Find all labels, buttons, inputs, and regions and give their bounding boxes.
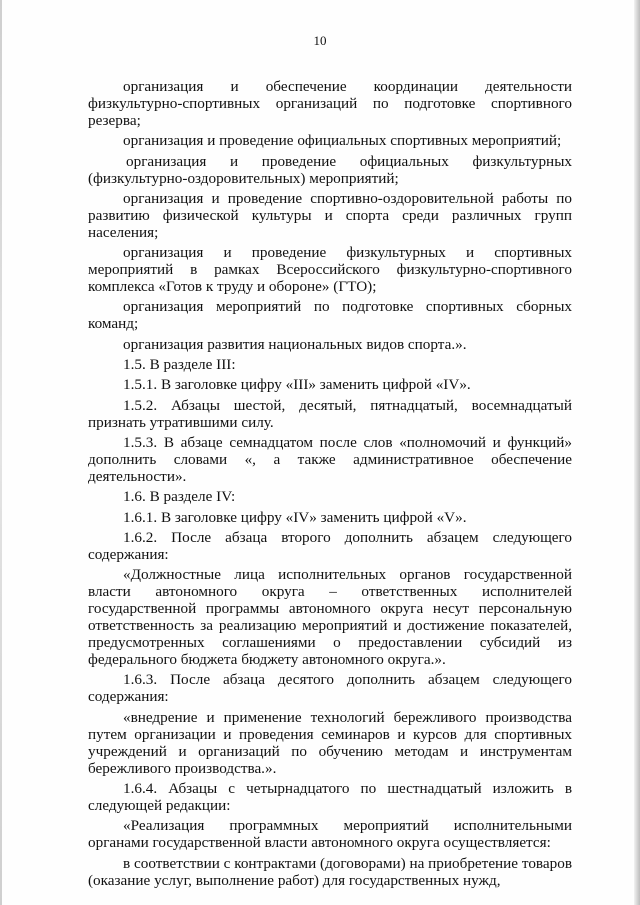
paragraph: организация и проведение физкультурных и спортивных мероприятий в рамках Всероссийского физкультурно-спортивного комплекса «Готов к труду и обороне» (ГТО);: [88, 244, 572, 296]
paragraph: 1.6.2. После абзаца второго дополнить абзацем следующего содержания:: [88, 528, 572, 563]
paragraph: «внедрение и применение технологий бережливого производства путем организации и проведения семинаров и курсов для спортивных учреждений и организаций по обучению методам и инструментам бережливого производства.».: [88, 708, 572, 777]
paragraph: 1.6.1. В заголовке цифру «IV» заменить цифрой «V».: [123, 508, 467, 526]
page-number: 10: [313, 33, 327, 48]
paragraph: «Реализация программных мероприятий исполнительными органами государственной власти автономного округа осуществляется:: [88, 817, 572, 852]
paragraph: 1.6.4. Абзацы с четырнадцатого по шестнадцатый изложить в следующей редакции:: [88, 780, 572, 815]
paragraph: «Должностные лица исполнительных органов государственной власти автономного округа – ответственных исполнителей государственной программы автономного округа несут персональную ответственность за реализацию мероприятий и достижение показателей, предусмотренных соглашениями о предоставлении субсидий из федерального бюджета бюджету автономного округа.».: [88, 566, 572, 669]
paragraph: организация и проведение официальных спортивных мероприятий;: [123, 132, 562, 150]
page-edge-left: [0, 0, 2, 905]
paragraph: организация мероприятий по подготовке спортивных сборных команд;: [88, 298, 572, 333]
paragraph: организация развития национальных видов спорта.».: [123, 335, 467, 353]
paragraph: 1.6.3. После абзаца десятого дополнить абзацем следующего содержания:: [88, 671, 572, 706]
paragraph: организация и проведение официальных физкультурных (физкультурно-оздоровительных) мероприятий;: [88, 152, 572, 187]
paragraph: организация и проведение спортивно-оздоровительной работы по развитию физической культуры и спорта среди различных групп населения;: [88, 189, 572, 241]
paragraph: 1.5.2. Абзацы шестой, десятый, пятнадцатый, восемнадцатый признать утратившими силу.: [88, 396, 572, 431]
paragraph: организация и обеспечение координации деятельности физкультурно-спортивных организаций по подготовке спортивного резерва;: [88, 78, 572, 129]
document-body: [88, 78, 572, 892]
paragraph: 1.5.1. В заголовке цифру «III» заменить цифрой «IV».: [123, 376, 471, 394]
paragraph: в соответствии с контрактами (договорами) на приобретение товаров (оказание услуг, выполнение работ) для государственных нужд,: [88, 854, 572, 889]
paragraph: 1.5.3. В абзаце семнадцатом после слов «полномочий и функций» дополнить словами «, а также административное обеспечение деятельности».: [88, 433, 572, 485]
page-edge-right: [634, 0, 640, 905]
paragraph: 1.5. В разделе III:: [123, 356, 236, 374]
paragraph: 1.6. В разделе IV:: [123, 488, 236, 506]
